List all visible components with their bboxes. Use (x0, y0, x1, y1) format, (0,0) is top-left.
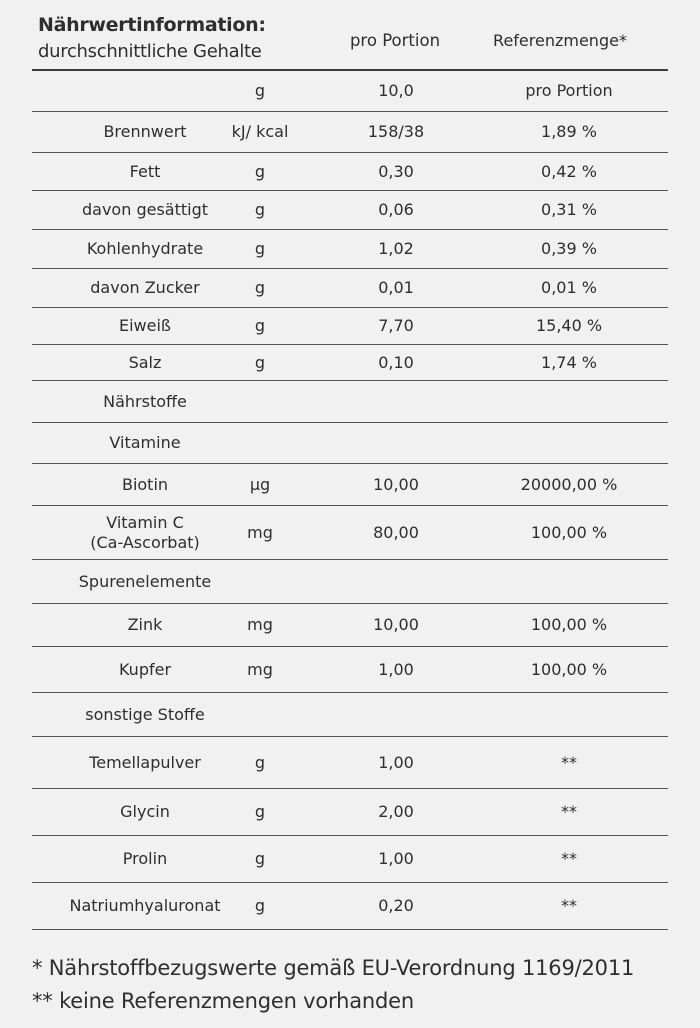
cell-unit: µg (249, 474, 271, 494)
table-row (32, 345, 668, 381)
cell-reference: 1,89 % (541, 122, 597, 141)
cell-value: 1,00 (378, 752, 414, 772)
cell-name: Prolin (122, 849, 168, 868)
cell-reference: ** (561, 802, 577, 821)
table-row (32, 71, 668, 112)
cell-reference: 0,31 % (541, 200, 597, 219)
cell-name: Brennwert (103, 122, 187, 141)
table-row (32, 230, 668, 269)
cell-unit: g (254, 81, 266, 100)
cell-value: 80,00 (373, 522, 419, 542)
cell-reference: 0,39 % (541, 239, 597, 258)
cell-reference: 0,01 % (541, 278, 597, 297)
cell-unit: mg (247, 522, 273, 542)
cell-name: Nährstoffe (103, 391, 187, 411)
table-row (32, 737, 668, 789)
cell-name: Vitamine (109, 433, 181, 452)
cell-value: 158/38 (367, 122, 425, 141)
cell-name: Kupfer (118, 659, 172, 679)
table-row (32, 560, 668, 604)
cell-name: Fett (129, 161, 161, 181)
table-row (32, 308, 668, 345)
cell-reference: 20000,00 % (520, 474, 618, 494)
table-row (32, 883, 668, 930)
cell-unit: mg (247, 615, 273, 634)
cell-reference: 100,00 % (530, 522, 608, 542)
cell-reference: ** (561, 896, 577, 915)
cell-reference: ** (561, 752, 577, 772)
cell-value: 0,20 (378, 896, 414, 915)
table-row (32, 191, 668, 230)
cell-name: davon Zucker (90, 278, 200, 297)
table-row (32, 836, 668, 883)
cell-name: Zink (127, 615, 163, 634)
cell-name: Eiweiß (118, 316, 172, 335)
footnote-reference-values: * Nährstoffbezugswerte gemäß EU-Verordnung 1169/2011 (32, 956, 635, 980)
table-row (32, 604, 668, 647)
cell-value: 0,10 (378, 352, 414, 372)
cell-value: 1,00 (378, 659, 414, 679)
cell-reference: 100,00 % (530, 615, 608, 634)
cell-unit: g (254, 200, 266, 219)
table-row (32, 153, 668, 191)
nutrition-table (32, 69, 668, 930)
column-header-reference: Referenzmenge* (493, 31, 627, 50)
cell-value: 7,70 (378, 316, 414, 335)
cell-value: 0,30 (378, 161, 414, 181)
cell-name: Temellapulver (89, 752, 201, 772)
cell-name: Biotin (121, 474, 169, 494)
cell-unit: g (254, 752, 266, 772)
cell-name: Vitamin C (Ca-Ascorbat) (90, 512, 200, 552)
cell-name: Natriumhyaluronat (69, 896, 221, 915)
cell-reference: 100,00 % (530, 659, 608, 679)
footnote-no-reference: ** keine Referenzmengen vorhanden (32, 988, 414, 1013)
cell-reference: 1,74 % (541, 352, 597, 372)
cell-unit: g (254, 161, 266, 181)
page-title: Nährwertinformation: (38, 14, 266, 36)
cell-unit: g (254, 896, 266, 915)
cell-name: davon gesättigt (81, 200, 209, 219)
column-header-portion: pro Portion (349, 31, 441, 50)
cell-unit: g (254, 849, 266, 868)
table-row (32, 112, 668, 153)
cell-value: 10,00 (373, 474, 419, 494)
footnotes (32, 952, 634, 1017)
cell-value: 0,06 (378, 200, 414, 219)
cell-name: sonstige Stoffe (85, 704, 205, 724)
cell-reference: 15,40 % (535, 316, 603, 335)
page-subtitle: durchschnittliche Gehalte (38, 41, 262, 62)
table-row (32, 789, 668, 836)
cell-unit: g (254, 239, 266, 258)
cell-reference: ** (561, 849, 577, 868)
cell-value: 1,02 (378, 239, 414, 258)
table-row (32, 693, 668, 737)
cell-name: Glycin (120, 802, 170, 821)
cell-unit: g (254, 802, 266, 821)
cell-unit: mg (247, 659, 273, 679)
cell-value: 1,00 (378, 849, 414, 868)
table-row (32, 506, 668, 560)
cell-reference: 0,42 % (541, 161, 597, 181)
cell-unit: g (254, 278, 266, 297)
cell-unit: g (254, 316, 266, 335)
cell-name: Spurenelemente (78, 571, 212, 591)
table-row (32, 647, 668, 693)
cell-unit: g (254, 352, 266, 372)
cell-value: 10,0 (378, 81, 414, 100)
table-row (32, 381, 668, 423)
table-row (32, 423, 668, 464)
cell-value: 10,00 (373, 615, 419, 634)
table-row (32, 464, 668, 506)
cell-unit: kJ/ kcal (231, 122, 289, 141)
cell-reference: pro Portion (525, 81, 613, 100)
cell-name: Kohlenhydrate (86, 239, 204, 258)
cell-value: 2,00 (378, 802, 414, 821)
cell-value: 0,01 (378, 278, 414, 297)
table-row (32, 269, 668, 308)
table-header (0, 0, 700, 70)
cell-name: Salz (128, 352, 162, 372)
